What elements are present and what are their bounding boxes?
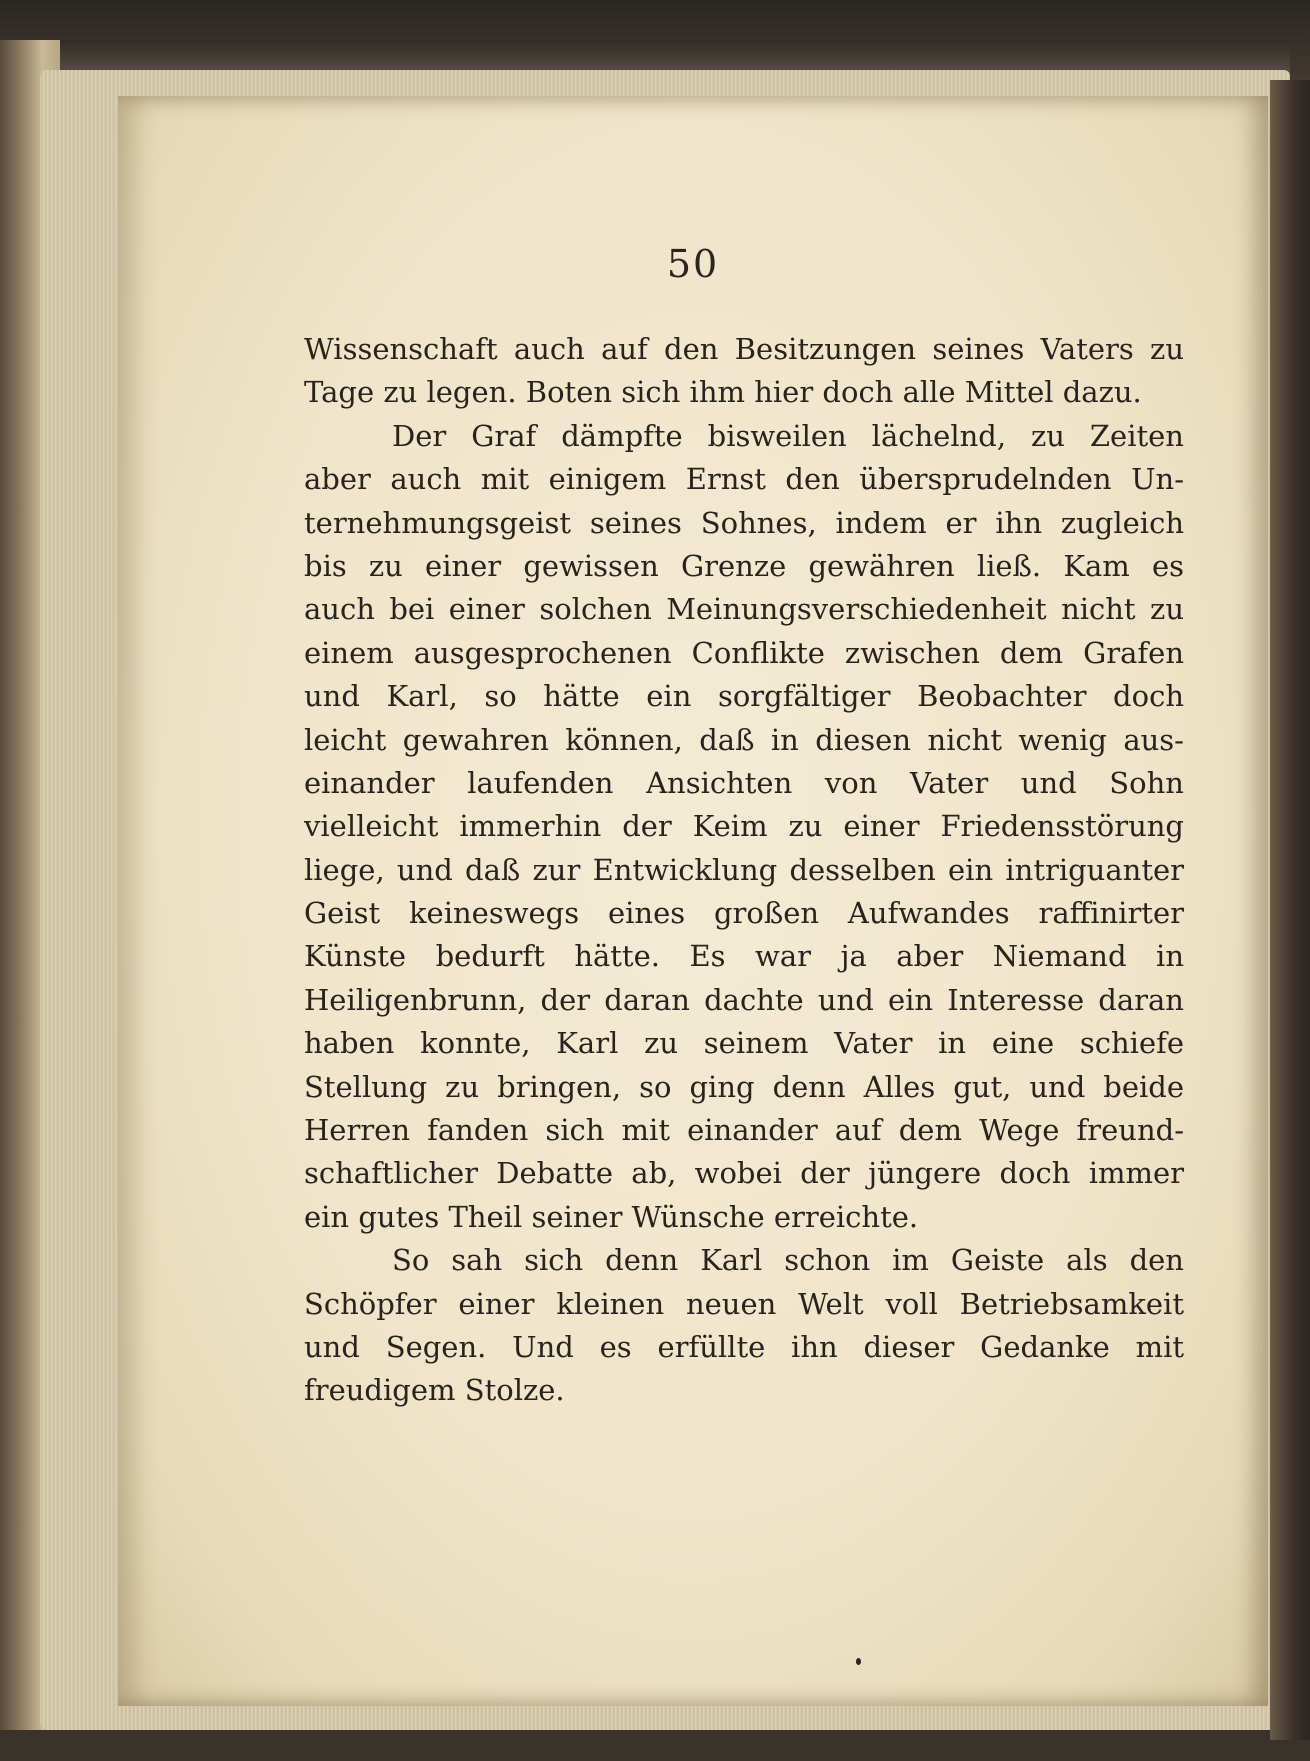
- text-line: ternehmungsgeist seines Sohnes, indem er ihn zugleich: [304, 505, 1184, 540]
- text-line: Schöpfer einer kleinen neuen Welt voll Betriebsamkeit: [304, 1286, 1184, 1321]
- text-line: aber auch mit einigem Ernst den übersprudelnden Un-: [304, 462, 1184, 497]
- text-line: einem ausgesprochenen Conflikte zwischen dem Grafen: [304, 635, 1184, 670]
- text-line: Herren fanden sich mit einander auf dem Wege freund-: [304, 1113, 1184, 1148]
- text-line: Stellung zu bringen, so ging denn Alles gut, und beide: [304, 1069, 1184, 1104]
- text-line: Künste bedurft hätte. Es war ja aber Niemand in: [304, 939, 1184, 974]
- book-right-edge: [1270, 80, 1310, 1740]
- book-page: [118, 96, 1268, 1706]
- text-line: haben konnte, Karl zu seinem Vater in eine schiefe: [304, 1026, 1184, 1061]
- ink-speck: [856, 1658, 861, 1665]
- text-line: liege, und daß zur Entwicklung desselben ein intriguanter: [304, 852, 1184, 887]
- text-line: einander laufenden Ansichten von Vater und Sohn: [304, 765, 1184, 800]
- page-number: 50: [666, 242, 720, 286]
- text-line: und Karl, so hätte ein sorgfältiger Beobachter doch: [304, 679, 1184, 714]
- text-line: ein gutes Theil seiner Wünsche erreichte.: [304, 1199, 919, 1234]
- text-line: Heiligenbrunn, der daran dachte und ein Interesse daran: [304, 982, 1184, 1017]
- text-line: Der Graf dämpfte bisweilen lächelnd, zu Zeiten: [392, 418, 1184, 453]
- body-text: [304, 328, 1184, 1413]
- text-line: Tage zu legen. Boten sich ihm hier doch alle Mittel dazu.: [304, 375, 1142, 410]
- text-line: Geist keineswegs eines großen Aufwandes raffinirter: [304, 896, 1184, 931]
- text-line: und Segen. Und es erfüllte ihn dieser Gedanke mit: [304, 1329, 1184, 1364]
- text-line: So sah sich denn Karl schon im Geiste als den: [392, 1243, 1184, 1278]
- text-line: vielleicht immerhin der Keim zu einer Friedensstörung: [304, 809, 1184, 844]
- text-line: freudigem Stolze.: [304, 1373, 565, 1408]
- text-line: auch bei einer solchen Meinungsverschiedenheit nicht zu: [304, 592, 1184, 627]
- text-line: schaftlicher Debatte ab, wobei der jüngere doch immer: [304, 1156, 1184, 1191]
- text-line: Wissenschaft auch auf den Besitzungen seines Vaters zu: [304, 332, 1184, 366]
- text-line: leicht gewahren können, daß in diesen nicht wenig aus-: [304, 722, 1184, 757]
- text-line: bis zu einer gewissen Grenze gewähren ließ. Kam es: [304, 548, 1184, 583]
